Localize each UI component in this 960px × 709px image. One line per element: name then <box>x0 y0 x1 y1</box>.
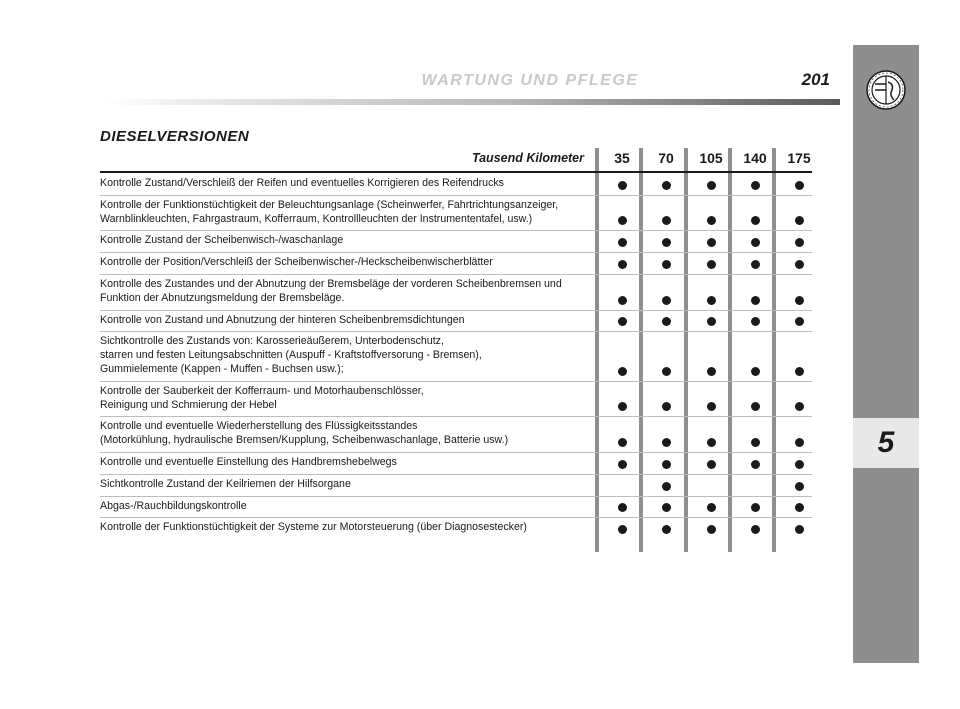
service-mark-dot <box>795 216 804 225</box>
service-mark-dot <box>662 296 671 305</box>
service-mark-dot <box>795 317 804 326</box>
service-mark-dot <box>707 525 716 534</box>
service-mark-dot <box>618 503 627 512</box>
service-mark-dot <box>662 317 671 326</box>
service-mark-dot <box>662 238 671 247</box>
service-mark-dot <box>795 402 804 411</box>
service-mark-dot <box>618 181 627 190</box>
service-mark-dot <box>618 460 627 469</box>
km-column-header: 35 <box>614 150 630 166</box>
row-description: Sichtkontrolle Zustand der Keilriemen der Hilfsorgane <box>100 477 351 490</box>
row-description: Abgas-/Rauchbildungskontrolle <box>100 499 247 512</box>
service-mark-dot <box>751 503 760 512</box>
row-description: Kontrolle und eventuelle Wiederherstellung des Flüssigkeitsstandes (Motorkühlung, hydraulische Bremsen/Kupplung, Scheibenwaschanlage, Batterie usw.) <box>100 420 509 447</box>
service-mark-dot <box>707 503 716 512</box>
service-mark-dot <box>795 238 804 247</box>
km-header-label: Tausend Kilometer <box>471 151 584 165</box>
service-mark-dot <box>795 260 804 269</box>
row-description: Sichtkontrolle des Zustands von: Karosserieäußerem, Unterbodenschutz, starren und festen Leitungsabschnitten (Auspuff - Kraftstoffversorung - Bremsen), Gummielemente (Kappen - Muffen - Buchsen usw.); <box>100 335 482 375</box>
service-mark-dot <box>795 525 804 534</box>
table-row <box>100 332 812 381</box>
table-row <box>100 475 812 497</box>
section-title: DIESELVERSIONEN <box>100 128 250 145</box>
row-description: Kontrolle Zustand der Scheibenwisch-/waschanlage <box>100 234 344 247</box>
service-mark-dot <box>618 216 627 225</box>
table-row <box>100 417 812 453</box>
service-mark-dot <box>707 460 716 469</box>
row-description: Kontrolle der Sauberkeit der Kofferraum- und Motorhaubenschlösser, Reinigung und Schmierung der Hebel <box>100 384 424 411</box>
chapter-number: 5 <box>853 418 919 468</box>
service-mark-dot <box>751 181 760 190</box>
row-description: Kontrolle der Funktionstüchtigkeit der Beleuchtungsanlage (Scheinwerfer, Fahrtrichtungsanzeiger, Warnblinkleuchten, Fahrgastraum, Kofferraum, Kontrollleuchten der Instrumententafel, usw.) <box>100 198 559 225</box>
service-mark-dot <box>707 317 716 326</box>
km-column-header: 105 <box>699 150 723 166</box>
service-mark-dot <box>751 260 760 269</box>
service-mark-dot <box>795 181 804 190</box>
service-mark-dot <box>795 503 804 512</box>
service-mark-dot <box>751 238 760 247</box>
service-mark-dot <box>618 260 627 269</box>
service-mark-dot <box>795 460 804 469</box>
service-mark-dot <box>751 296 760 305</box>
table-row <box>100 275 812 311</box>
row-description: Kontrolle der Position/Verschleiß der Scheibenwischer-/Heckscheibenwischerblätter <box>100 256 493 269</box>
service-mark-dot <box>751 402 760 411</box>
service-mark-dot <box>707 181 716 190</box>
service-mark-dot <box>662 460 671 469</box>
service-mark-dot <box>751 460 760 469</box>
service-mark-dot <box>707 438 716 447</box>
service-mark-dot <box>795 367 804 376</box>
table-row <box>100 253 812 275</box>
table-row <box>100 382 812 418</box>
service-mark-dot <box>751 216 760 225</box>
header-divider <box>100 99 840 105</box>
service-mark-dot <box>662 260 671 269</box>
service-mark-dot <box>795 438 804 447</box>
header-underline <box>100 171 812 173</box>
alfa-romeo-logo-icon <box>866 70 906 110</box>
row-description: Kontrolle des Zustandes und der Abnutzung der Bremsbeläge der vorderen Scheibenbremsen und Funktion der Abnutzungsmeldung der Bremsbeläge. <box>100 277 562 304</box>
service-mark-dot <box>707 296 716 305</box>
service-mark-dot <box>795 482 804 491</box>
service-mark-dot <box>618 238 627 247</box>
service-mark-dot <box>662 216 671 225</box>
service-mark-dot <box>662 367 671 376</box>
table-body <box>100 174 812 539</box>
service-mark-dot <box>618 402 627 411</box>
table-row <box>100 231 812 253</box>
service-mark-dot <box>751 317 760 326</box>
table-row <box>100 497 812 519</box>
service-mark-dot <box>662 181 671 190</box>
service-mark-dot <box>618 367 627 376</box>
page-number: 201 <box>801 70 830 89</box>
service-mark-dot <box>707 260 716 269</box>
service-mark-dot <box>618 438 627 447</box>
table-row <box>100 453 812 475</box>
table-row <box>100 518 812 539</box>
service-mark-dot <box>618 525 627 534</box>
page-header-title: WARTUNG UND PFLEGE <box>421 72 639 89</box>
table-row <box>100 174 812 196</box>
service-mark-dot <box>795 296 804 305</box>
service-mark-dot <box>662 525 671 534</box>
table-header-row <box>100 148 812 172</box>
service-mark-dot <box>662 482 671 491</box>
service-mark-dot <box>618 296 627 305</box>
service-mark-dot <box>662 503 671 512</box>
maintenance-table <box>100 148 812 539</box>
km-column-header: 175 <box>787 150 811 166</box>
service-mark-dot <box>751 438 760 447</box>
service-mark-dot <box>618 317 627 326</box>
km-column-header: 70 <box>658 150 674 166</box>
row-description: Kontrolle von Zustand und Abnutzung der hinteren Scheibenbremsdichtungen <box>100 313 465 326</box>
service-mark-dot <box>707 367 716 376</box>
table-row <box>100 311 812 333</box>
service-mark-dot <box>662 402 671 411</box>
km-column-header: 140 <box>743 150 767 166</box>
service-mark-dot <box>662 438 671 447</box>
service-mark-dot <box>707 216 716 225</box>
row-description: Kontrolle der Funktionstüchtigkeit der Systeme zur Motorsteuerung (über Diagnosestecker) <box>100 521 527 534</box>
row-description: Kontrolle Zustand/Verschleiß der Reifen und eventuelles Korrigieren des Reifendrucks <box>100 177 504 189</box>
service-mark-dot <box>751 525 760 534</box>
service-mark-dot <box>751 367 760 376</box>
row-description: Kontrolle und eventuelle Einstellung des Handbremshebelwegs <box>100 455 397 468</box>
side-tab <box>853 45 919 663</box>
table-row <box>100 196 812 232</box>
service-mark-dot <box>707 238 716 247</box>
service-mark-dot <box>707 402 716 411</box>
